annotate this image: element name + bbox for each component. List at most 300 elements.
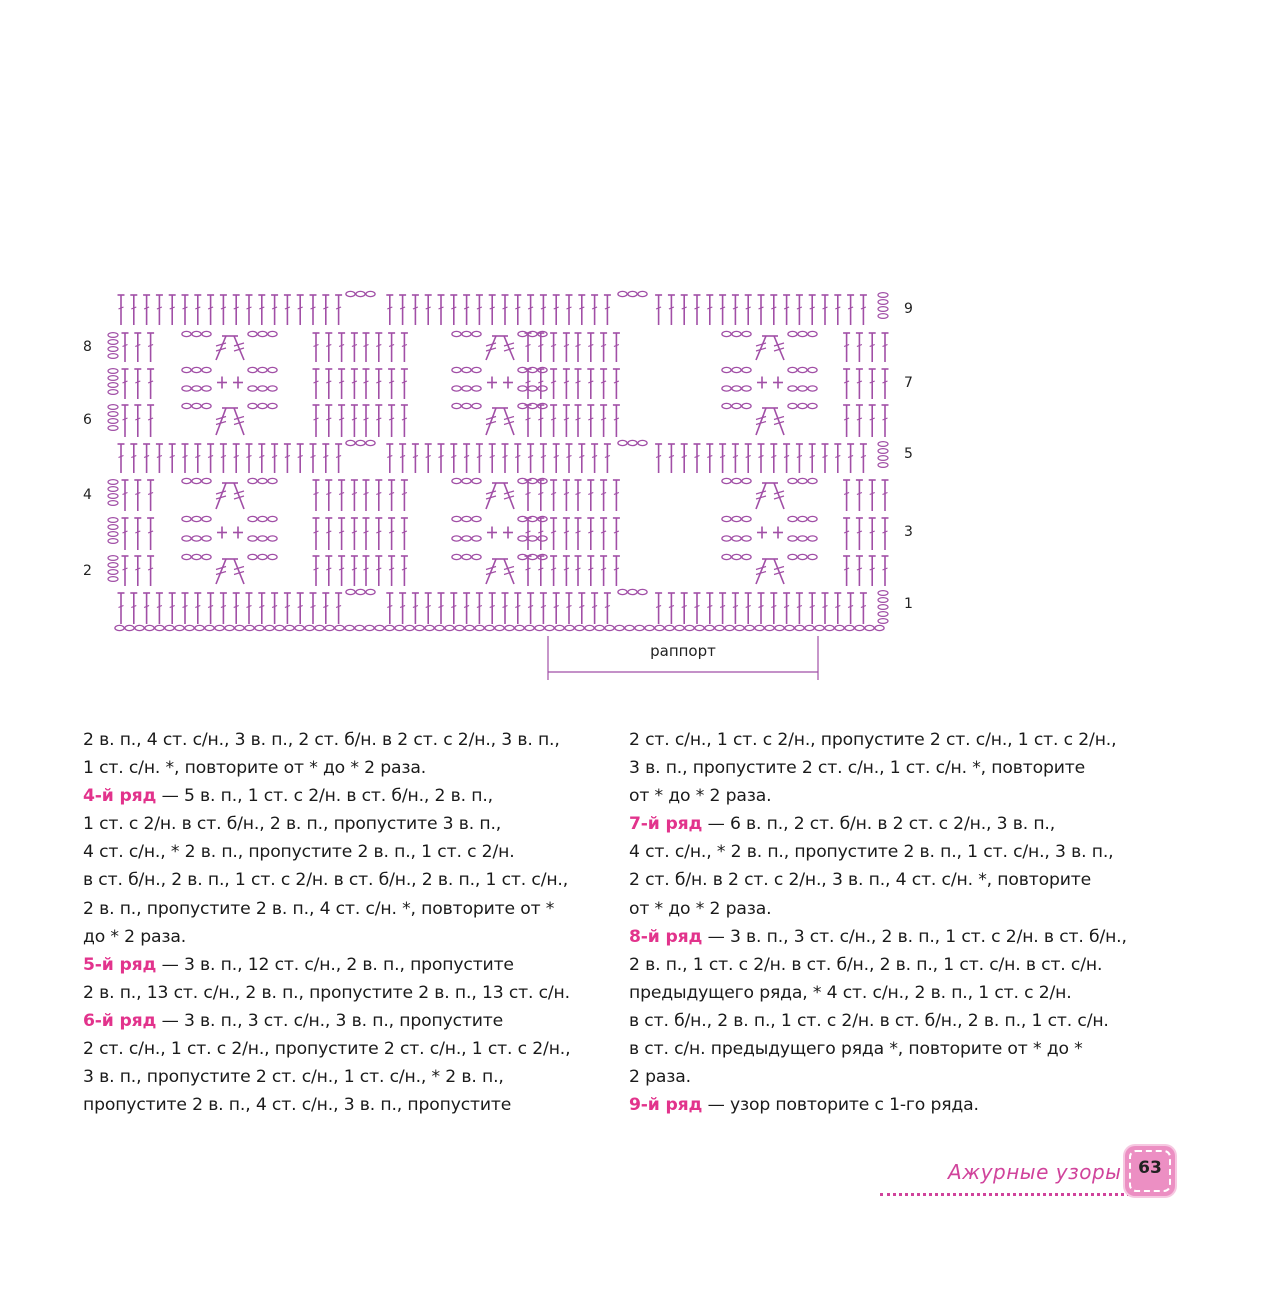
chain-stitch <box>258 386 267 391</box>
chain-stitch <box>538 554 547 559</box>
chain-stitch <box>356 440 365 445</box>
chain-stitch <box>435 625 444 630</box>
tr-stitch-bar <box>486 343 496 346</box>
turning-chain <box>878 442 888 447</box>
chain-stitch <box>845 625 854 630</box>
row-label-1: 1 <box>904 596 913 612</box>
chain-stitch <box>538 478 547 483</box>
instruction-text: — 5 в. п., 1 ст. с 2/н. в ст. б/н., 2 в. п., <box>156 786 493 807</box>
instruction-text: — узор повторите с 1-го ряда. <box>702 1095 979 1116</box>
chain-stitch <box>485 625 494 630</box>
turning-chain <box>108 369 118 374</box>
chain-stitch <box>788 554 797 559</box>
turning-chain <box>108 333 118 338</box>
chain-stitch <box>182 367 191 372</box>
chain-stitch <box>115 625 124 630</box>
instruction-line <box>629 1035 1189 1063</box>
chain-stitch <box>268 554 277 559</box>
chain-stitch <box>808 331 817 336</box>
turning-chain <box>878 314 888 319</box>
chain-stitch <box>538 386 547 391</box>
chain-stitch <box>538 331 547 336</box>
instruction-line <box>629 838 1189 866</box>
chain-stitch <box>202 403 211 408</box>
turning-chain <box>108 570 118 575</box>
chain-stitch <box>452 516 461 521</box>
chain-stitch <box>875 625 884 630</box>
instruction-line <box>629 754 1189 782</box>
chain-stitch <box>248 554 257 559</box>
chain-stitch <box>788 516 797 521</box>
chain-stitch <box>195 625 204 630</box>
row-heading: 8-й ряд <box>629 926 703 947</box>
chain-stitch <box>258 403 267 408</box>
chain-stitch <box>765 625 774 630</box>
tr-stitch-bar <box>216 567 226 570</box>
instruction-text: предыдущего ряда, * 4 ст. с/н., 2 в. п., 1 ст. с 2/н. <box>629 982 1072 1003</box>
chain-stitch <box>472 386 481 391</box>
chain-stitch <box>798 478 807 483</box>
chain-stitch <box>202 386 211 391</box>
tr-stitch-bar <box>774 491 784 494</box>
tr-stitch-bar <box>234 491 244 494</box>
chain-stitch <box>356 291 365 296</box>
chain-stitch <box>722 554 731 559</box>
chain-stitch <box>202 367 211 372</box>
chain-stitch <box>192 554 201 559</box>
instruction-text: в ст. б/н., 2 в. п., 1 ст. с 2/н. в ст. б/н., 2 в. п., 1 ст. с/н., <box>83 870 569 891</box>
tr-stitch-bar <box>504 567 514 570</box>
turning-chain <box>108 340 118 345</box>
chain-stitch <box>808 478 817 483</box>
chain-stitch <box>385 625 394 630</box>
chain-stitch <box>515 625 524 630</box>
chain-stitch <box>472 516 481 521</box>
turning-chain <box>878 463 888 468</box>
instruction-line <box>83 923 643 951</box>
chain-stitch <box>742 478 751 483</box>
chain-stitch <box>835 625 844 630</box>
chain-stitch <box>462 536 471 541</box>
chain-stitch <box>155 625 164 630</box>
chain-stitch <box>145 625 154 630</box>
chain-stitch <box>395 625 404 630</box>
chain-stitch <box>638 589 647 594</box>
instruction-text: 2 в. п., 13 ст. с/н., 2 в. п., пропустите 2 в. п., 13 ст. с/н. <box>83 982 570 1003</box>
turning-chain <box>878 612 888 617</box>
instruction-text: 2 в. п., 4 ст. с/н., 3 в. п., 2 ст. б/н. в 2 ст. с 2/н., 3 в. п., <box>83 730 560 750</box>
turning-chain <box>108 354 118 359</box>
chain-stitch <box>638 291 647 296</box>
chain-stitch <box>462 554 471 559</box>
turning-chain <box>108 412 118 417</box>
chain-stitch <box>722 516 731 521</box>
chain-stitch <box>725 625 734 630</box>
chain-stitch <box>732 554 741 559</box>
chain-stitch <box>788 403 797 408</box>
tr-stitch-bar <box>234 417 244 420</box>
chain-stitch <box>742 554 751 559</box>
chain-stitch <box>462 478 471 483</box>
chain-stitch <box>735 625 744 630</box>
instruction-line <box>629 810 1189 838</box>
chain-stitch <box>645 625 654 630</box>
chain-stitch <box>628 440 637 445</box>
chain-stitch <box>755 625 764 630</box>
instruction-line <box>629 979 1189 1007</box>
chain-stitch <box>182 536 191 541</box>
tr-stitch-bar <box>504 491 514 494</box>
chain-stitch <box>202 536 211 541</box>
instruction-text: от * до * 2 раза. <box>629 786 772 807</box>
chain-stitch <box>182 554 191 559</box>
row-label-6: 6 <box>83 412 92 428</box>
instruction-line <box>83 1007 643 1035</box>
chain-stitch <box>182 478 191 483</box>
chain-stitch <box>788 386 797 391</box>
chain-stitch <box>722 386 731 391</box>
tr-stitch-bar <box>216 343 226 346</box>
turning-chain <box>108 347 118 352</box>
chain-stitch <box>375 625 384 630</box>
chain-stitch <box>655 625 664 630</box>
chain-stitch <box>742 367 751 372</box>
chain-stitch <box>565 625 574 630</box>
chain-stitch <box>258 331 267 336</box>
chain-stitch <box>192 516 201 521</box>
chain-stitch <box>505 625 514 630</box>
chain-stitch <box>452 331 461 336</box>
turning-chain <box>108 419 118 424</box>
turning-chain <box>108 501 118 506</box>
instruction-line <box>629 1063 1189 1091</box>
chain-stitch <box>335 625 344 630</box>
chain-stitch <box>255 625 264 630</box>
chain-stitch <box>518 516 527 521</box>
instruction-line <box>83 726 643 754</box>
chain-stitch <box>245 625 254 630</box>
chain-stitch <box>346 589 355 594</box>
instruction-line <box>629 951 1189 979</box>
chain-stitch <box>798 386 807 391</box>
instruction-text: 4 ст. с/н., * 2 в. п., пропустите 2 в. п., 1 ст. с 2/н. <box>83 842 515 863</box>
chain-stitch <box>346 291 355 296</box>
chain-stitch <box>325 625 334 630</box>
turning-chain <box>878 605 888 610</box>
chain-stitch <box>722 403 731 408</box>
chain-stitch <box>788 367 797 372</box>
chain-stitch <box>452 554 461 559</box>
tr-stitch-bar <box>234 343 244 346</box>
instruction-text: 2 раза. <box>629 1067 691 1088</box>
turning-chain <box>878 619 888 624</box>
chain-stitch <box>808 516 817 521</box>
chain-stitch <box>808 403 817 408</box>
turning-chain <box>108 480 118 485</box>
chain-stitch <box>638 440 647 445</box>
tr-stitch-bar <box>504 343 514 346</box>
chain-stitch <box>715 625 724 630</box>
instruction-line <box>83 866 643 894</box>
chain-stitch <box>742 536 751 541</box>
instruction-text: 2 в. п., 1 ст. с 2/н. в ст. б/н., 2 в. п., 1 ст. с/н. в ст. с/н. <box>629 954 1103 975</box>
chain-stitch <box>798 536 807 541</box>
tr-stitch-bar <box>756 417 766 420</box>
chain-stitch <box>345 625 354 630</box>
chain-stitch <box>865 625 874 630</box>
chain-stitch <box>182 516 191 521</box>
turning-chain <box>108 577 118 582</box>
chain-stitch <box>472 367 481 372</box>
chain-stitch <box>808 367 817 372</box>
chain-stitch <box>775 625 784 630</box>
turning-chain <box>108 494 118 499</box>
chain-stitch <box>732 331 741 336</box>
row-label-4: 4 <box>83 487 92 503</box>
chain-stitch <box>268 478 277 483</box>
chain-stitch <box>452 403 461 408</box>
chain-stitch <box>462 403 471 408</box>
instruction-line <box>83 838 643 866</box>
instruction-line <box>83 979 643 1007</box>
chain-stitch <box>528 331 537 336</box>
chain-stitch <box>275 625 284 630</box>
chain-stitch <box>528 478 537 483</box>
instruction-line <box>629 923 1189 951</box>
chain-stitch <box>285 625 294 630</box>
chain-stitch <box>205 625 214 630</box>
instruction-text: 1 ст. с 2/н. в ст. б/н., 2 в. п., пропустите 3 в. п., <box>83 814 502 835</box>
chain-stitch <box>695 625 704 630</box>
chain-stitch <box>798 554 807 559</box>
instruction-text: 3 в. п., пропустите 2 ст. с/н., 1 ст. с/н. *, повторите <box>629 758 1086 779</box>
chain-stitch <box>258 478 267 483</box>
chain-stitch <box>472 536 481 541</box>
chain-stitch <box>258 367 267 372</box>
instruction-line <box>83 895 643 923</box>
chain-stitch <box>705 625 714 630</box>
chain-stitch <box>798 367 807 372</box>
chain-stitch <box>538 403 547 408</box>
chain-stitch <box>405 625 414 630</box>
chain-stitch <box>268 331 277 336</box>
chain-stitch <box>192 367 201 372</box>
chain-stitch <box>192 386 201 391</box>
instruction-text: — 6 в. п., 2 ст. б/н. в 2 ст. с 2/н., 3 в. п., <box>702 814 1056 835</box>
chain-stitch <box>732 386 741 391</box>
instruction-text: — 3 в. п., 3 ст. с/н., 3 в. п., пропустите <box>156 1010 504 1031</box>
turning-chain <box>108 563 118 568</box>
chain-stitch <box>745 625 754 630</box>
chain-stitch <box>455 625 464 630</box>
instruction-text: — 3 в. п., 3 ст. с/н., 2 в. п., 1 ст. с 2/н. в ст. б/н., <box>702 926 1127 947</box>
tr-stitch-bar <box>486 567 496 570</box>
tr-stitch-bar <box>216 491 226 494</box>
chain-stitch <box>825 625 834 630</box>
chain-stitch <box>135 625 144 630</box>
chain-stitch <box>356 589 365 594</box>
tr-stitch-bar <box>774 567 784 570</box>
chain-stitch <box>545 625 554 630</box>
chain-stitch <box>182 403 191 408</box>
chain-stitch <box>528 367 537 372</box>
chain-stitch <box>248 403 257 408</box>
chain-stitch <box>518 554 527 559</box>
chain-stitch <box>685 625 694 630</box>
chain-stitch <box>182 331 191 336</box>
tr-stitch-bar <box>756 343 766 346</box>
turning-chain <box>878 456 888 461</box>
chain-stitch <box>618 291 627 296</box>
chain-stitch <box>732 403 741 408</box>
chain-stitch <box>722 331 731 336</box>
chain-stitch <box>366 589 375 594</box>
chain-stitch <box>125 625 134 630</box>
footer-dotted-line <box>880 1193 1136 1196</box>
chain-stitch <box>732 478 741 483</box>
chain-stitch <box>538 536 547 541</box>
chain-stitch <box>258 516 267 521</box>
chain-stitch <box>528 554 537 559</box>
instruction-text: 3 в. п., пропустите 2 ст. с/н., 1 ст. с/н., * 2 в. п., <box>83 1067 504 1088</box>
tr-stitch-bar <box>756 491 766 494</box>
instruction-text: до * 2 раза. <box>83 926 187 947</box>
chain-stitch <box>742 386 751 391</box>
chain-stitch <box>268 367 277 372</box>
chain-stitch <box>518 478 527 483</box>
chain-stitch <box>518 367 527 372</box>
chain-stitch <box>248 536 257 541</box>
turning-chain <box>878 449 888 454</box>
instructions-column-left <box>83 726 643 1119</box>
chain-stitch <box>182 386 191 391</box>
chain-stitch <box>722 367 731 372</box>
chain-stitch <box>175 625 184 630</box>
turning-chain <box>108 525 118 530</box>
chain-stitch <box>788 478 797 483</box>
chain-stitch <box>192 478 201 483</box>
chain-stitch <box>788 331 797 336</box>
chain-stitch <box>472 554 481 559</box>
chain-stitch <box>518 331 527 336</box>
chain-stitch <box>248 331 257 336</box>
row-heading: 6-й ряд <box>83 1010 157 1031</box>
instruction-text: пропустите 2 в. п., 4 ст. с/н., 3 в. п., пропустите <box>83 1095 512 1116</box>
row-heading: 7-й ряд <box>629 814 703 835</box>
chain-stitch <box>202 516 211 521</box>
chain-stitch <box>518 386 527 391</box>
chain-stitch <box>595 625 604 630</box>
chain-stitch <box>472 331 481 336</box>
instruction-line <box>83 782 643 810</box>
chain-stitch <box>258 554 267 559</box>
instruction-line <box>629 782 1189 810</box>
instruction-line <box>629 866 1189 894</box>
instruction-line <box>83 754 643 782</box>
chain-stitch <box>248 386 257 391</box>
row-label-3: 3 <box>904 524 913 540</box>
chain-stitch <box>465 625 474 630</box>
instruction-line <box>83 951 643 979</box>
instruction-text: 2 ст. с/н., 1 ст. с 2/н., пропустите 2 ст. с/н., 1 ст. с 2/н., <box>83 1039 571 1060</box>
chain-stitch <box>722 536 731 541</box>
turning-chain <box>108 532 118 537</box>
chain-stitch <box>475 625 484 630</box>
chain-stitch <box>452 386 461 391</box>
chain-stitch <box>445 625 454 630</box>
chain-stitch <box>192 536 201 541</box>
chain-stitch <box>268 516 277 521</box>
chain-stitch <box>538 516 547 521</box>
chain-stitch <box>798 516 807 521</box>
chain-stitch <box>518 536 527 541</box>
page-number-badge <box>1125 1146 1175 1196</box>
chain-stitch <box>525 625 534 630</box>
instruction-line <box>83 1091 643 1119</box>
chain-stitch <box>855 625 864 630</box>
chain-stitch <box>528 516 537 521</box>
chain-stitch <box>462 386 471 391</box>
tr-stitch-bar <box>486 417 496 420</box>
section-title: Ажурные узоры <box>948 1160 1122 1184</box>
row-label-8: 8 <box>83 339 92 355</box>
chain-stitch <box>518 403 527 408</box>
page-number: 63 <box>1138 1158 1162 1178</box>
chain-stitch <box>202 478 211 483</box>
row-label-7: 7 <box>904 375 913 391</box>
chain-stitch <box>202 331 211 336</box>
tr-stitch-bar <box>504 417 514 420</box>
chain-stitch <box>528 386 537 391</box>
turning-chain <box>108 426 118 431</box>
chain-stitch <box>452 536 461 541</box>
chain-stitch <box>555 625 564 630</box>
row-heading: 9-й ряд <box>629 1095 703 1116</box>
chain-stitch <box>452 478 461 483</box>
chain-stitch <box>732 516 741 521</box>
tr-stitch-bar <box>756 567 766 570</box>
instruction-text: 4 ст. с/н., * 2 в. п., пропустите 2 в. п., 1 ст. с/н., 3 в. п., <box>629 842 1114 863</box>
turning-chain <box>878 598 888 603</box>
row-label-2: 2 <box>83 563 92 579</box>
chain-stitch <box>462 331 471 336</box>
chain-stitch <box>798 403 807 408</box>
instruction-line <box>629 1091 1189 1119</box>
chain-stitch <box>808 536 817 541</box>
turning-chain <box>108 539 118 544</box>
instruction-text: 2 ст. с/н., 1 ст. с 2/н., пропустите 2 ст. с/н., 1 ст. с 2/н., <box>629 730 1117 750</box>
turning-chain <box>108 487 118 492</box>
chain-stitch <box>675 625 684 630</box>
tr-stitch-bar <box>774 343 784 346</box>
chain-stitch <box>538 367 547 372</box>
instruction-line <box>83 810 643 838</box>
chain-stitch <box>628 291 637 296</box>
turning-chain <box>878 307 888 312</box>
instruction-line <box>629 1007 1189 1035</box>
tr-stitch-bar <box>486 491 496 494</box>
instruction-line <box>629 726 1189 754</box>
turning-chain <box>108 376 118 381</box>
chain-stitch <box>798 331 807 336</box>
row-heading: 4-й ряд <box>83 786 157 807</box>
chain-stitch <box>815 625 824 630</box>
turning-chain <box>108 405 118 410</box>
instructions-column-right <box>629 726 1189 1119</box>
chain-stitch <box>462 367 471 372</box>
turning-chain <box>108 390 118 395</box>
turning-chain <box>878 591 888 596</box>
